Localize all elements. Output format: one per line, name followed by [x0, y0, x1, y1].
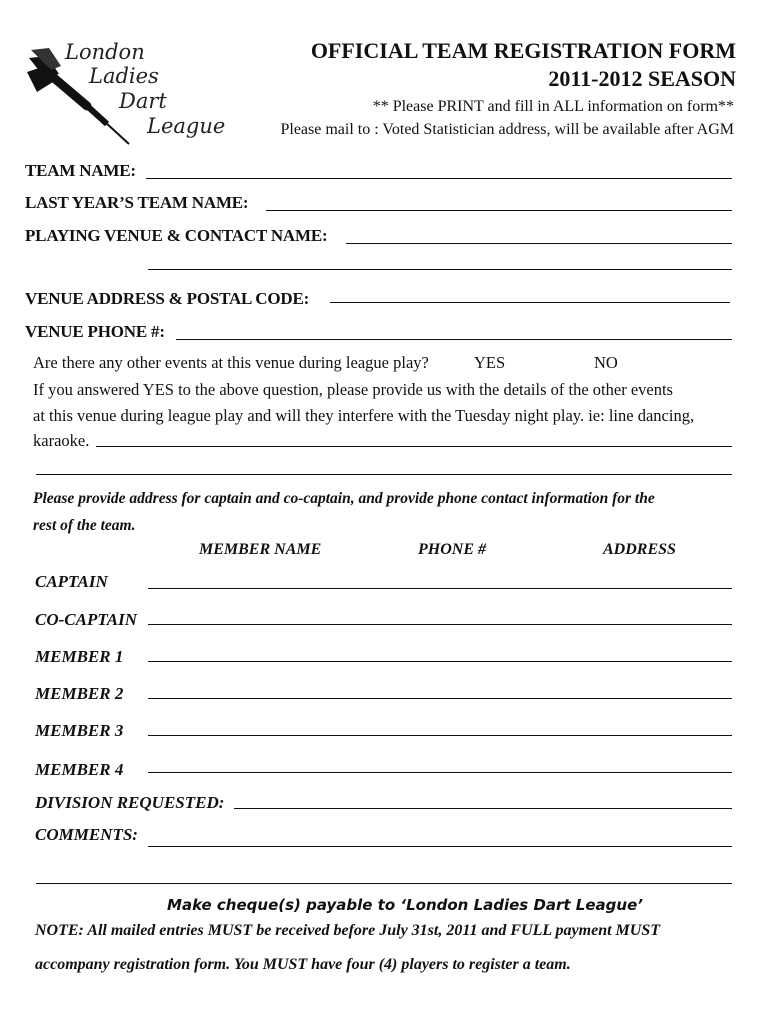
venue-phone-label: VENUE PHONE #:	[25, 322, 165, 341]
comments-field-2[interactable]	[36, 883, 732, 884]
events-details-line2: at this venue during league play and will they interfere with the Tuesday night play. ie: line dancing,	[33, 406, 695, 425]
captain-label: CAPTAIN	[35, 572, 108, 591]
form-title: OFFICIAL TEAM REGISTRATION FORM	[310, 38, 736, 63]
member3-field[interactable]	[148, 735, 732, 736]
logo-line-dart: Dart	[119, 89, 167, 113]
member2-field[interactable]	[148, 698, 732, 699]
venue-address-field[interactable]	[330, 302, 730, 303]
deadline-note-line2: accompany registration form. You MUST have four (4) players to register a team.	[35, 956, 571, 973]
member4-label: MEMBER 4	[35, 760, 124, 779]
team-instruction-line1: Please provide address for captain and co-captain, and provide phone contact information for the	[33, 490, 655, 507]
col-address: ADDRESS	[603, 541, 676, 558]
cheque-note: Make cheque(s) payable to ‘London Ladies Dart League’	[167, 896, 643, 914]
division-field[interactable]	[234, 808, 732, 809]
member1-field[interactable]	[148, 661, 732, 662]
member4-field[interactable]	[148, 772, 732, 773]
co-captain-label: CO-CAPTAIN	[35, 610, 138, 629]
events-details-field[interactable]	[96, 446, 732, 447]
venue-contact-label: PLAYING VENUE & CONTACT NAME:	[25, 226, 328, 245]
season-title: 2011-2012 SEASON	[548, 66, 736, 91]
comments-label: COMMENTS:	[35, 825, 138, 844]
col-member-name: MEMBER NAME	[199, 541, 322, 558]
logo-line-london: London	[65, 40, 145, 64]
captain-field[interactable]	[148, 588, 732, 589]
co-captain-field[interactable]	[148, 624, 732, 625]
member1-label: MEMBER 1	[35, 647, 124, 666]
events-details-line1: If you answered YES to the above question, please provide us with the details of the other events	[33, 380, 673, 399]
print-note: ** Please PRINT and fill in ALL information on form**	[372, 98, 734, 115]
events-details-line3: karaoke.	[33, 431, 90, 450]
venue-address-label: VENUE ADDRESS & POSTAL CODE:	[25, 289, 310, 308]
member3-label: MEMBER 3	[35, 721, 124, 740]
events-question: Are there any other events at this venue during league play?	[33, 353, 429, 372]
division-label: DIVISION REQUESTED:	[35, 793, 225, 812]
league-logo	[25, 38, 225, 148]
venue-contact-field[interactable]	[346, 243, 732, 244]
venue-contact-field-2[interactable]	[148, 269, 732, 270]
deadline-note-line1: NOTE: All mailed entries MUST be received before July 31st, 2011 and FULL payment MUST	[35, 922, 660, 939]
last-team-name-label: LAST YEAR’S TEAM NAME:	[25, 193, 249, 212]
team-name-field[interactable]	[146, 178, 732, 179]
mail-note: Please mail to : Voted Statistician address, will be available after AGM	[280, 121, 734, 138]
events-yes-option[interactable]: YES	[474, 353, 506, 372]
last-team-name-field[interactable]	[266, 210, 732, 211]
venue-phone-field[interactable]	[176, 339, 732, 340]
events-no-option[interactable]: NO	[594, 353, 618, 372]
col-phone: PHONE #	[418, 541, 486, 558]
team-name-label: TEAM NAME:	[25, 161, 136, 180]
team-instruction-line2: rest of the team.	[33, 517, 136, 534]
comments-field[interactable]	[148, 846, 732, 847]
logo-line-ladies: Ladies	[89, 64, 159, 88]
member2-label: MEMBER 2	[35, 684, 124, 703]
events-details-field-2[interactable]	[36, 474, 732, 475]
logo-line-league: League	[147, 114, 226, 138]
